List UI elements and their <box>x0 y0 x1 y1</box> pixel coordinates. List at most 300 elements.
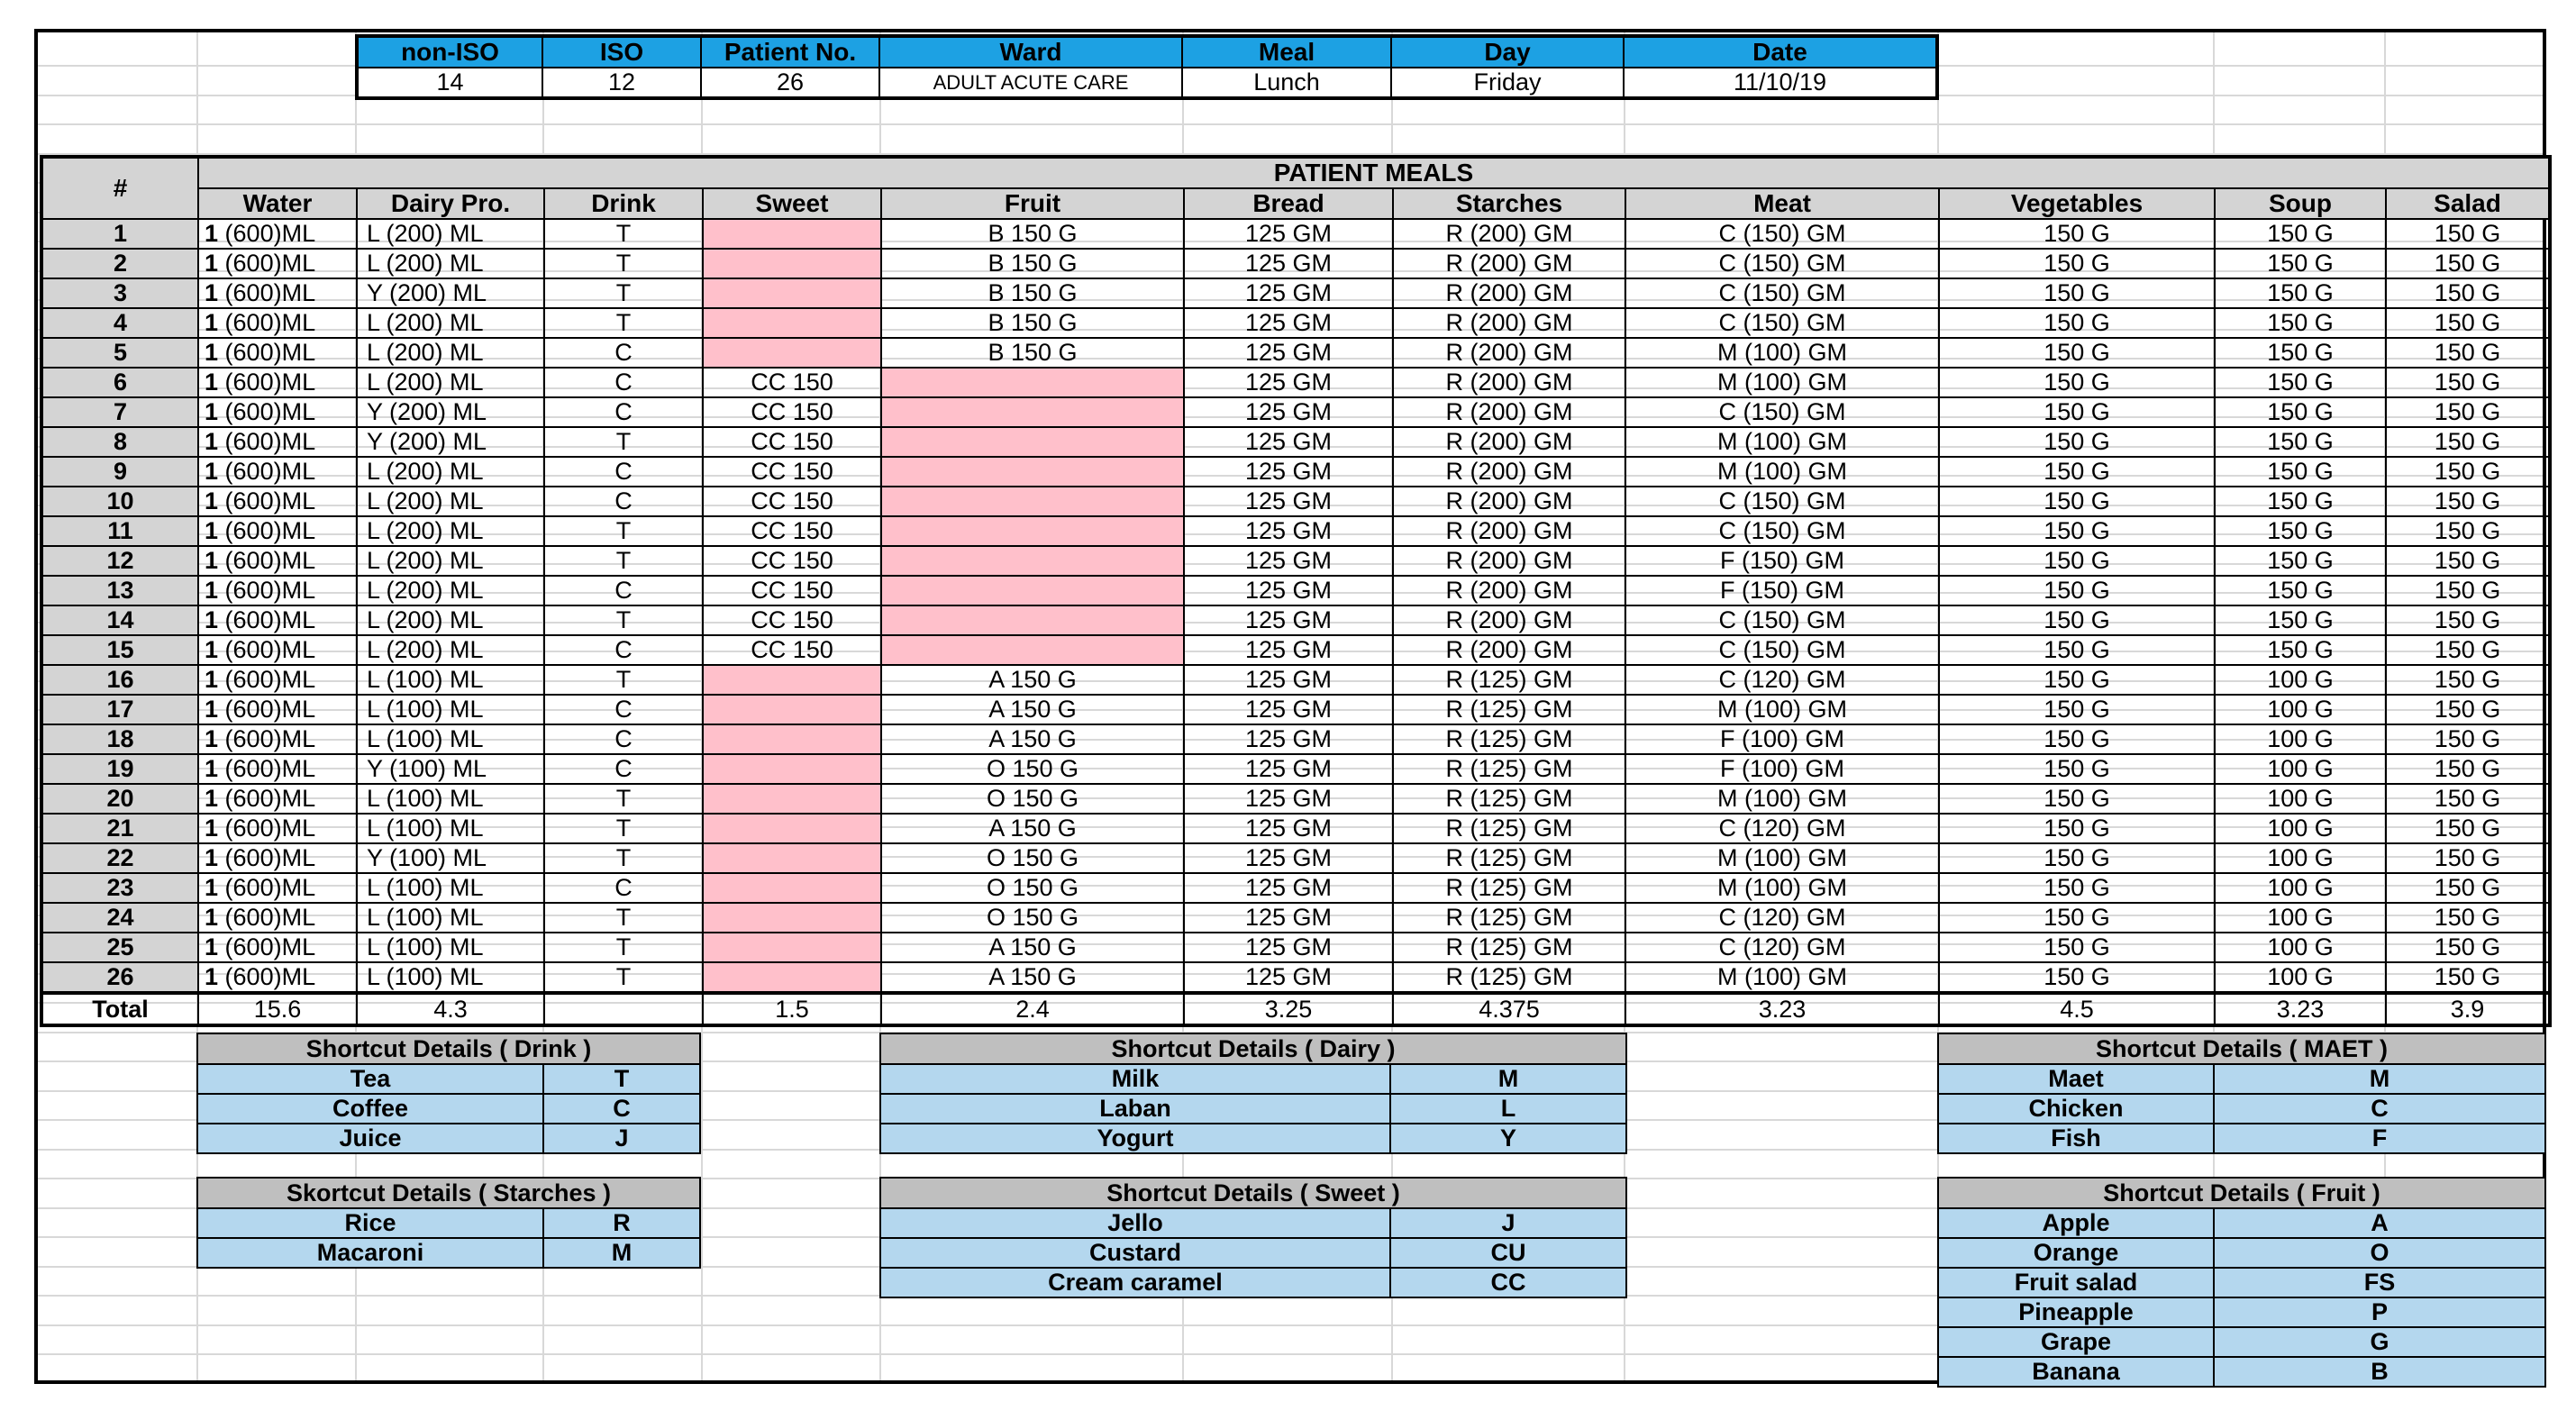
cell-bread[interactable]: 125 GM <box>1184 605 1393 635</box>
cell-bread[interactable]: 125 GM <box>1184 754 1393 784</box>
cell-bread[interactable]: 125 GM <box>1184 487 1393 516</box>
cell-vegetables[interactable]: 150 G <box>1939 724 2215 754</box>
cell-drink[interactable]: T <box>544 903 703 933</box>
cell-vegetables[interactable]: 150 G <box>1939 397 2215 427</box>
cell-starches[interactable]: R (200) GM <box>1393 546 1625 576</box>
legend-item-label[interactable]: Tea <box>197 1064 543 1094</box>
cell-salad[interactable]: 150 G <box>2386 576 2550 605</box>
cell-fruit[interactable]: A 150 G <box>881 724 1184 754</box>
cell-meat[interactable]: M (100) GM <box>1625 695 1939 724</box>
info-non-iso-value[interactable]: 14 <box>357 68 542 98</box>
cell-sweet[interactable] <box>703 665 881 695</box>
legend-item-code[interactable]: G <box>2214 1327 2545 1357</box>
cell-water[interactable] <box>198 576 357 605</box>
cell-soup[interactable]: 150 G <box>2215 635 2386 665</box>
cell-soup[interactable]: 150 G <box>2215 249 2386 278</box>
cell-starches[interactable]: R (125) GM <box>1393 933 1625 962</box>
cell-fruit[interactable] <box>881 457 1184 487</box>
cell-sweet[interactable]: CC 150 <box>703 635 881 665</box>
cell-dairy[interactable]: L (200) ML <box>357 576 544 605</box>
cell-meat[interactable]: M (100) GM <box>1625 368 1939 397</box>
cell-water[interactable] <box>198 933 357 962</box>
cell-bread[interactable]: 125 GM <box>1184 308 1393 338</box>
info-ward-value[interactable]: ADULT ACUTE CARE <box>879 68 1182 98</box>
cell-fruit[interactable] <box>881 635 1184 665</box>
cell-drink[interactable]: T <box>544 278 703 308</box>
cell-salad[interactable]: 150 G <box>2386 278 2550 308</box>
cell-starches[interactable]: R (200) GM <box>1393 457 1625 487</box>
cell-salad[interactable]: 150 G <box>2386 308 2550 338</box>
cell-vegetables[interactable]: 150 G <box>1939 278 2215 308</box>
cell-soup[interactable]: 150 G <box>2215 516 2386 546</box>
cell-drink[interactable]: C <box>544 695 703 724</box>
legend-item-code[interactable]: CC <box>1390 1268 1626 1297</box>
cell-salad[interactable]: 150 G <box>2386 427 2550 457</box>
cell-meat[interactable]: C (150) GM <box>1625 516 1939 546</box>
legend-item-label[interactable]: Banana <box>1938 1357 2214 1387</box>
legend-item-label[interactable]: Maet <box>1938 1064 2214 1094</box>
cell-sweet[interactable]: CC 150 <box>703 546 881 576</box>
cell-water[interactable] <box>198 962 357 993</box>
cell-drink[interactable]: T <box>544 962 703 993</box>
cell-dairy[interactable]: Y (100) ML <box>357 754 544 784</box>
cell-fruit[interactable] <box>881 576 1184 605</box>
cell-fruit[interactable]: O 150 G <box>881 903 1184 933</box>
cell-water[interactable] <box>198 219 357 249</box>
cell-starches[interactable]: R (200) GM <box>1393 308 1625 338</box>
cell-water[interactable] <box>198 249 357 278</box>
cell-salad[interactable]: 150 G <box>2386 962 2550 993</box>
cell-vegetables[interactable]: 150 G <box>1939 814 2215 843</box>
cell-water[interactable] <box>198 814 357 843</box>
cell-soup[interactable]: 100 G <box>2215 873 2386 903</box>
cell-fruit[interactable]: B 150 G <box>881 249 1184 278</box>
cell-water[interactable] <box>198 635 357 665</box>
cell-fruit[interactable]: O 150 G <box>881 843 1184 873</box>
cell-meat[interactable]: C (150) GM <box>1625 635 1939 665</box>
cell-bread[interactable]: 125 GM <box>1184 546 1393 576</box>
legend-item-code[interactable]: B <box>2214 1357 2545 1387</box>
legend-item-label[interactable]: Coffee <box>197 1094 543 1124</box>
cell-vegetables[interactable]: 150 G <box>1939 784 2215 814</box>
cell-sweet[interactable] <box>703 784 881 814</box>
cell-soup[interactable]: 150 G <box>2215 219 2386 249</box>
cell-dairy[interactable]: L (200) ML <box>357 368 544 397</box>
info-meal-value[interactable]: Lunch <box>1182 68 1391 98</box>
cell-soup[interactable]: 150 G <box>2215 338 2386 368</box>
cell-bread[interactable]: 125 GM <box>1184 249 1393 278</box>
cell-vegetables[interactable]: 150 G <box>1939 605 2215 635</box>
legend-item-code[interactable]: M <box>1390 1064 1626 1094</box>
cell-starches[interactable]: R (200) GM <box>1393 576 1625 605</box>
cell-sweet[interactable] <box>703 903 881 933</box>
cell-starches[interactable]: R (125) GM <box>1393 814 1625 843</box>
legend-item-label[interactable]: Juice <box>197 1124 543 1153</box>
cell-drink[interactable]: T <box>544 546 703 576</box>
cell-bread[interactable]: 125 GM <box>1184 368 1393 397</box>
legend-item-code[interactable]: A <box>2214 1208 2545 1238</box>
info-day-value[interactable]: Friday <box>1391 68 1624 98</box>
cell-starches[interactable]: R (200) GM <box>1393 219 1625 249</box>
cell-fruit[interactable] <box>881 368 1184 397</box>
cell-bread[interactable]: 125 GM <box>1184 962 1393 993</box>
cell-fruit[interactable]: B 150 G <box>881 338 1184 368</box>
cell-meat[interactable]: M (100) GM <box>1625 784 1939 814</box>
cell-meat[interactable]: F (150) GM <box>1625 576 1939 605</box>
cell-dairy[interactable]: L (200) ML <box>357 219 544 249</box>
cell-soup[interactable]: 150 G <box>2215 308 2386 338</box>
cell-dairy[interactable]: L (200) ML <box>357 487 544 516</box>
cell-vegetables[interactable]: 150 G <box>1939 308 2215 338</box>
cell-salad[interactable]: 150 G <box>2386 933 2550 962</box>
cell-fruit[interactable] <box>881 487 1184 516</box>
cell-starches[interactable]: R (125) GM <box>1393 724 1625 754</box>
cell-sweet[interactable]: CC 150 <box>703 576 881 605</box>
cell-bread[interactable]: 125 GM <box>1184 576 1393 605</box>
cell-meat[interactable]: M (100) GM <box>1625 962 1939 993</box>
cell-sweet[interactable] <box>703 219 881 249</box>
legend-item-code[interactable]: F <box>2214 1124 2545 1153</box>
cell-water[interactable] <box>198 754 357 784</box>
cell-meat[interactable]: C (150) GM <box>1625 308 1939 338</box>
legend-item-label[interactable]: Milk <box>880 1064 1390 1094</box>
cell-bread[interactable]: 125 GM <box>1184 873 1393 903</box>
cell-starches[interactable]: R (200) GM <box>1393 338 1625 368</box>
cell-water[interactable] <box>198 397 357 427</box>
cell-meat[interactable]: C (150) GM <box>1625 397 1939 427</box>
legend-item-label[interactable]: Jello <box>880 1208 1390 1238</box>
cell-water[interactable] <box>198 605 357 635</box>
cell-salad[interactable]: 150 G <box>2386 368 2550 397</box>
cell-drink[interactable]: C <box>544 487 703 516</box>
cell-bread[interactable]: 125 GM <box>1184 427 1393 457</box>
cell-starches[interactable]: R (125) GM <box>1393 873 1625 903</box>
legend-item-label[interactable]: Fruit salad <box>1938 1268 2214 1297</box>
cell-fruit[interactable] <box>881 427 1184 457</box>
legend-item-code[interactable]: Y <box>1390 1124 1626 1153</box>
cell-vegetables[interactable]: 150 G <box>1939 843 2215 873</box>
cell-fruit[interactable]: A 150 G <box>881 933 1184 962</box>
cell-bread[interactable]: 125 GM <box>1184 278 1393 308</box>
cell-sweet[interactable] <box>703 278 881 308</box>
cell-sweet[interactable] <box>703 814 881 843</box>
cell-starches[interactable]: R (200) GM <box>1393 516 1625 546</box>
cell-vegetables[interactable]: 150 G <box>1939 576 2215 605</box>
info-date-value[interactable]: 11/10/19 <box>1624 68 1937 98</box>
legend-item-label[interactable]: Laban <box>880 1094 1390 1124</box>
cell-soup[interactable]: 150 G <box>2215 397 2386 427</box>
legend-item-code[interactable]: CU <box>1390 1238 1626 1268</box>
cell-sweet[interactable] <box>703 962 881 993</box>
cell-salad[interactable]: 150 G <box>2386 724 2550 754</box>
cell-dairy[interactable]: L (100) ML <box>357 784 544 814</box>
cell-salad[interactable]: 150 G <box>2386 754 2550 784</box>
cell-soup[interactable]: 150 G <box>2215 487 2386 516</box>
cell-salad[interactable]: 150 G <box>2386 843 2550 873</box>
legend-item-code[interactable]: O <box>2214 1238 2545 1268</box>
legend-item-label[interactable]: Grape <box>1938 1327 2214 1357</box>
total-bread[interactable]: 3.25 <box>1184 993 1393 1025</box>
cell-meat[interactable]: M (100) GM <box>1625 338 1939 368</box>
cell-dairy[interactable]: L (200) ML <box>357 308 544 338</box>
total-starches[interactable]: 4.375 <box>1393 993 1625 1025</box>
cell-starches[interactable]: R (200) GM <box>1393 249 1625 278</box>
cell-dairy[interactable]: L (200) ML <box>357 635 544 665</box>
cell-water[interactable] <box>198 784 357 814</box>
cell-starches[interactable]: R (200) GM <box>1393 278 1625 308</box>
legend-item-code[interactable]: R <box>543 1208 700 1238</box>
cell-sweet[interactable]: CC 150 <box>703 397 881 427</box>
cell-starches[interactable]: R (125) GM <box>1393 695 1625 724</box>
cell-drink[interactable]: T <box>544 784 703 814</box>
cell-soup[interactable]: 100 G <box>2215 814 2386 843</box>
cell-sweet[interactable] <box>703 724 881 754</box>
cell-bread[interactable]: 125 GM <box>1184 933 1393 962</box>
cell-meat[interactable]: C (120) GM <box>1625 903 1939 933</box>
cell-dairy[interactable]: L (200) ML <box>357 605 544 635</box>
cell-vegetables[interactable]: 150 G <box>1939 338 2215 368</box>
cell-water[interactable] <box>198 546 357 576</box>
cell-sweet[interactable]: CC 150 <box>703 605 881 635</box>
cell-starches[interactable]: R (125) GM <box>1393 843 1625 873</box>
cell-starches[interactable]: R (125) GM <box>1393 903 1625 933</box>
cell-vegetables[interactable]: 150 G <box>1939 754 2215 784</box>
cell-salad[interactable]: 150 G <box>2386 516 2550 546</box>
cell-fruit[interactable] <box>881 605 1184 635</box>
cell-salad[interactable]: 150 G <box>2386 695 2550 724</box>
cell-vegetables[interactable]: 150 G <box>1939 903 2215 933</box>
cell-starches[interactable]: R (125) GM <box>1393 784 1625 814</box>
cell-soup[interactable]: 100 G <box>2215 962 2386 993</box>
cell-dairy[interactable]: L (200) ML <box>357 249 544 278</box>
cell-sweet[interactable] <box>703 338 881 368</box>
total-drink[interactable] <box>544 993 703 1025</box>
cell-water[interactable] <box>198 457 357 487</box>
legend-item-label[interactable]: Orange <box>1938 1238 2214 1268</box>
cell-salad[interactable]: 150 G <box>2386 338 2550 368</box>
cell-soup[interactable]: 100 G <box>2215 903 2386 933</box>
cell-soup[interactable]: 150 G <box>2215 576 2386 605</box>
legend-item-label[interactable]: Custard <box>880 1238 1390 1268</box>
cell-water[interactable] <box>198 308 357 338</box>
cell-soup[interactable]: 150 G <box>2215 278 2386 308</box>
cell-starches[interactable]: R (200) GM <box>1393 635 1625 665</box>
legend-item-code[interactable]: P <box>2214 1297 2545 1327</box>
cell-meat[interactable]: M (100) GM <box>1625 427 1939 457</box>
cell-salad[interactable]: 150 G <box>2386 487 2550 516</box>
cell-bread[interactable]: 125 GM <box>1184 903 1393 933</box>
cell-sweet[interactable]: CC 150 <box>703 368 881 397</box>
cell-salad[interactable]: 150 G <box>2386 457 2550 487</box>
cell-drink[interactable]: T <box>544 219 703 249</box>
cell-drink[interactable]: T <box>544 843 703 873</box>
legend-item-label[interactable]: Pineapple <box>1938 1297 2214 1327</box>
legend-item-label[interactable]: Yogurt <box>880 1124 1390 1153</box>
cell-fruit[interactable] <box>881 397 1184 427</box>
cell-drink[interactable]: C <box>544 576 703 605</box>
cell-starches[interactable]: R (125) GM <box>1393 665 1625 695</box>
cell-salad[interactable]: 150 G <box>2386 665 2550 695</box>
cell-vegetables[interactable]: 150 G <box>1939 962 2215 993</box>
cell-drink[interactable]: C <box>544 724 703 754</box>
cell-dairy[interactable]: L (100) ML <box>357 962 544 993</box>
cell-sweet[interactable]: CC 150 <box>703 516 881 546</box>
cell-soup[interactable]: 150 G <box>2215 427 2386 457</box>
cell-meat[interactable]: M (100) GM <box>1625 873 1939 903</box>
cell-starches[interactable]: R (125) GM <box>1393 754 1625 784</box>
cell-meat[interactable]: F (100) GM <box>1625 724 1939 754</box>
total-dairy[interactable]: 4.3 <box>357 993 544 1025</box>
cell-vegetables[interactable]: 150 G <box>1939 516 2215 546</box>
cell-drink[interactable]: T <box>544 605 703 635</box>
cell-meat[interactable]: C (120) GM <box>1625 665 1939 695</box>
cell-dairy[interactable]: L (200) ML <box>357 338 544 368</box>
cell-vegetables[interactable]: 150 G <box>1939 933 2215 962</box>
cell-fruit[interactable]: O 150 G <box>881 754 1184 784</box>
cell-dairy[interactable]: L (200) ML <box>357 546 544 576</box>
cell-water[interactable] <box>198 873 357 903</box>
legend-item-code[interactable]: L <box>1390 1094 1626 1124</box>
cell-bread[interactable]: 125 GM <box>1184 814 1393 843</box>
cell-meat[interactable]: F (150) GM <box>1625 546 1939 576</box>
cell-drink[interactable]: T <box>544 516 703 546</box>
cell-bread[interactable]: 125 GM <box>1184 843 1393 873</box>
cell-drink[interactable]: C <box>544 338 703 368</box>
cell-water[interactable] <box>198 695 357 724</box>
cell-dairy[interactable]: L (100) ML <box>357 873 544 903</box>
total-salad[interactable]: 3.9 <box>2386 993 2550 1025</box>
cell-starches[interactable]: R (200) GM <box>1393 487 1625 516</box>
cell-vegetables[interactable]: 150 G <box>1939 635 2215 665</box>
cell-water[interactable] <box>198 487 357 516</box>
cell-dairy[interactable]: L (100) ML <box>357 695 544 724</box>
cell-salad[interactable]: 150 G <box>2386 546 2550 576</box>
cell-meat[interactable]: C (150) GM <box>1625 605 1939 635</box>
cell-dairy[interactable]: L (100) ML <box>357 933 544 962</box>
cell-soup[interactable]: 150 G <box>2215 546 2386 576</box>
cell-drink[interactable]: T <box>544 933 703 962</box>
cell-bread[interactable]: 125 GM <box>1184 635 1393 665</box>
cell-sweet[interactable] <box>703 843 881 873</box>
cell-meat[interactable]: F (100) GM <box>1625 754 1939 784</box>
cell-bread[interactable]: 125 GM <box>1184 516 1393 546</box>
cell-vegetables[interactable]: 150 G <box>1939 457 2215 487</box>
cell-starches[interactable]: R (200) GM <box>1393 605 1625 635</box>
cell-salad[interactable]: 150 G <box>2386 873 2550 903</box>
cell-meat[interactable]: C (150) GM <box>1625 249 1939 278</box>
cell-salad[interactable]: 150 G <box>2386 814 2550 843</box>
cell-dairy[interactable]: L (200) ML <box>357 516 544 546</box>
cell-soup[interactable]: 100 G <box>2215 933 2386 962</box>
cell-vegetables[interactable]: 150 G <box>1939 695 2215 724</box>
cell-sweet[interactable] <box>703 933 881 962</box>
legend-item-code[interactable]: M <box>543 1238 700 1268</box>
cell-soup[interactable]: 100 G <box>2215 784 2386 814</box>
cell-meat[interactable]: C (150) GM <box>1625 278 1939 308</box>
cell-vegetables[interactable]: 150 G <box>1939 665 2215 695</box>
cell-water[interactable] <box>198 427 357 457</box>
cell-water[interactable] <box>198 338 357 368</box>
legend-item-code[interactable]: C <box>2214 1094 2545 1124</box>
cell-drink[interactable]: C <box>544 397 703 427</box>
cell-soup[interactable]: 100 G <box>2215 665 2386 695</box>
legend-item-label[interactable]: Chicken <box>1938 1094 2214 1124</box>
total-vegetables[interactable]: 4.5 <box>1939 993 2215 1025</box>
cell-starches[interactable]: R (200) GM <box>1393 368 1625 397</box>
total-water[interactable]: 15.6 <box>198 993 357 1025</box>
cell-fruit[interactable]: B 150 G <box>881 308 1184 338</box>
cell-soup[interactable]: 150 G <box>2215 368 2386 397</box>
cell-vegetables[interactable]: 150 G <box>1939 368 2215 397</box>
cell-salad[interactable]: 150 G <box>2386 903 2550 933</box>
cell-bread[interactable]: 125 GM <box>1184 695 1393 724</box>
cell-vegetables[interactable]: 150 G <box>1939 219 2215 249</box>
info-patient-no-value[interactable]: 26 <box>701 68 879 98</box>
cell-fruit[interactable]: A 150 G <box>881 695 1184 724</box>
cell-dairy[interactable]: Y (200) ML <box>357 278 544 308</box>
cell-meat[interactable]: M (100) GM <box>1625 457 1939 487</box>
cell-dairy[interactable]: L (100) ML <box>357 903 544 933</box>
cell-bread[interactable]: 125 GM <box>1184 665 1393 695</box>
cell-sweet[interactable]: CC 150 <box>703 457 881 487</box>
cell-meat[interactable]: C (150) GM <box>1625 219 1939 249</box>
cell-fruit[interactable] <box>881 516 1184 546</box>
cell-drink[interactable]: T <box>544 665 703 695</box>
cell-drink[interactable]: C <box>544 368 703 397</box>
cell-drink[interactable]: T <box>544 814 703 843</box>
legend-item-code[interactable]: J <box>1390 1208 1626 1238</box>
cell-water[interactable] <box>198 278 357 308</box>
cell-vegetables[interactable]: 150 G <box>1939 487 2215 516</box>
cell-dairy[interactable]: L (100) ML <box>357 814 544 843</box>
cell-drink[interactable]: T <box>544 308 703 338</box>
cell-starches[interactable]: R (125) GM <box>1393 962 1625 993</box>
cell-fruit[interactable]: O 150 G <box>881 784 1184 814</box>
cell-sweet[interactable] <box>703 754 881 784</box>
cell-meat[interactable]: C (120) GM <box>1625 814 1939 843</box>
cell-sweet[interactable] <box>703 873 881 903</box>
total-fruit[interactable]: 2.4 <box>881 993 1184 1025</box>
cell-dairy[interactable]: L (200) ML <box>357 457 544 487</box>
cell-bread[interactable]: 125 GM <box>1184 784 1393 814</box>
cell-salad[interactable]: 150 G <box>2386 635 2550 665</box>
cell-salad[interactable]: 150 G <box>2386 605 2550 635</box>
cell-water[interactable] <box>198 516 357 546</box>
cell-soup[interactable]: 100 G <box>2215 754 2386 784</box>
cell-starches[interactable]: R (200) GM <box>1393 427 1625 457</box>
total-soup[interactable]: 3.23 <box>2215 993 2386 1025</box>
cell-bread[interactable]: 125 GM <box>1184 724 1393 754</box>
cell-water[interactable] <box>198 724 357 754</box>
cell-drink[interactable]: T <box>544 249 703 278</box>
cell-water[interactable] <box>198 665 357 695</box>
cell-fruit[interactable]: A 150 G <box>881 814 1184 843</box>
legend-item-label[interactable]: Fish <box>1938 1124 2214 1153</box>
cell-sweet[interactable] <box>703 695 881 724</box>
legend-item-label[interactable]: Macaroni <box>197 1238 543 1268</box>
cell-salad[interactable]: 150 G <box>2386 249 2550 278</box>
cell-soup[interactable]: 100 G <box>2215 843 2386 873</box>
cell-sweet[interactable] <box>703 308 881 338</box>
cell-dairy[interactable]: L (100) ML <box>357 724 544 754</box>
cell-soup[interactable]: 100 G <box>2215 695 2386 724</box>
cell-dairy[interactable]: Y (100) ML <box>357 843 544 873</box>
cell-dairy[interactable]: Y (200) ML <box>357 427 544 457</box>
cell-fruit[interactable] <box>881 546 1184 576</box>
cell-drink[interactable]: C <box>544 873 703 903</box>
cell-vegetables[interactable]: 150 G <box>1939 873 2215 903</box>
cell-soup[interactable]: 150 G <box>2215 605 2386 635</box>
